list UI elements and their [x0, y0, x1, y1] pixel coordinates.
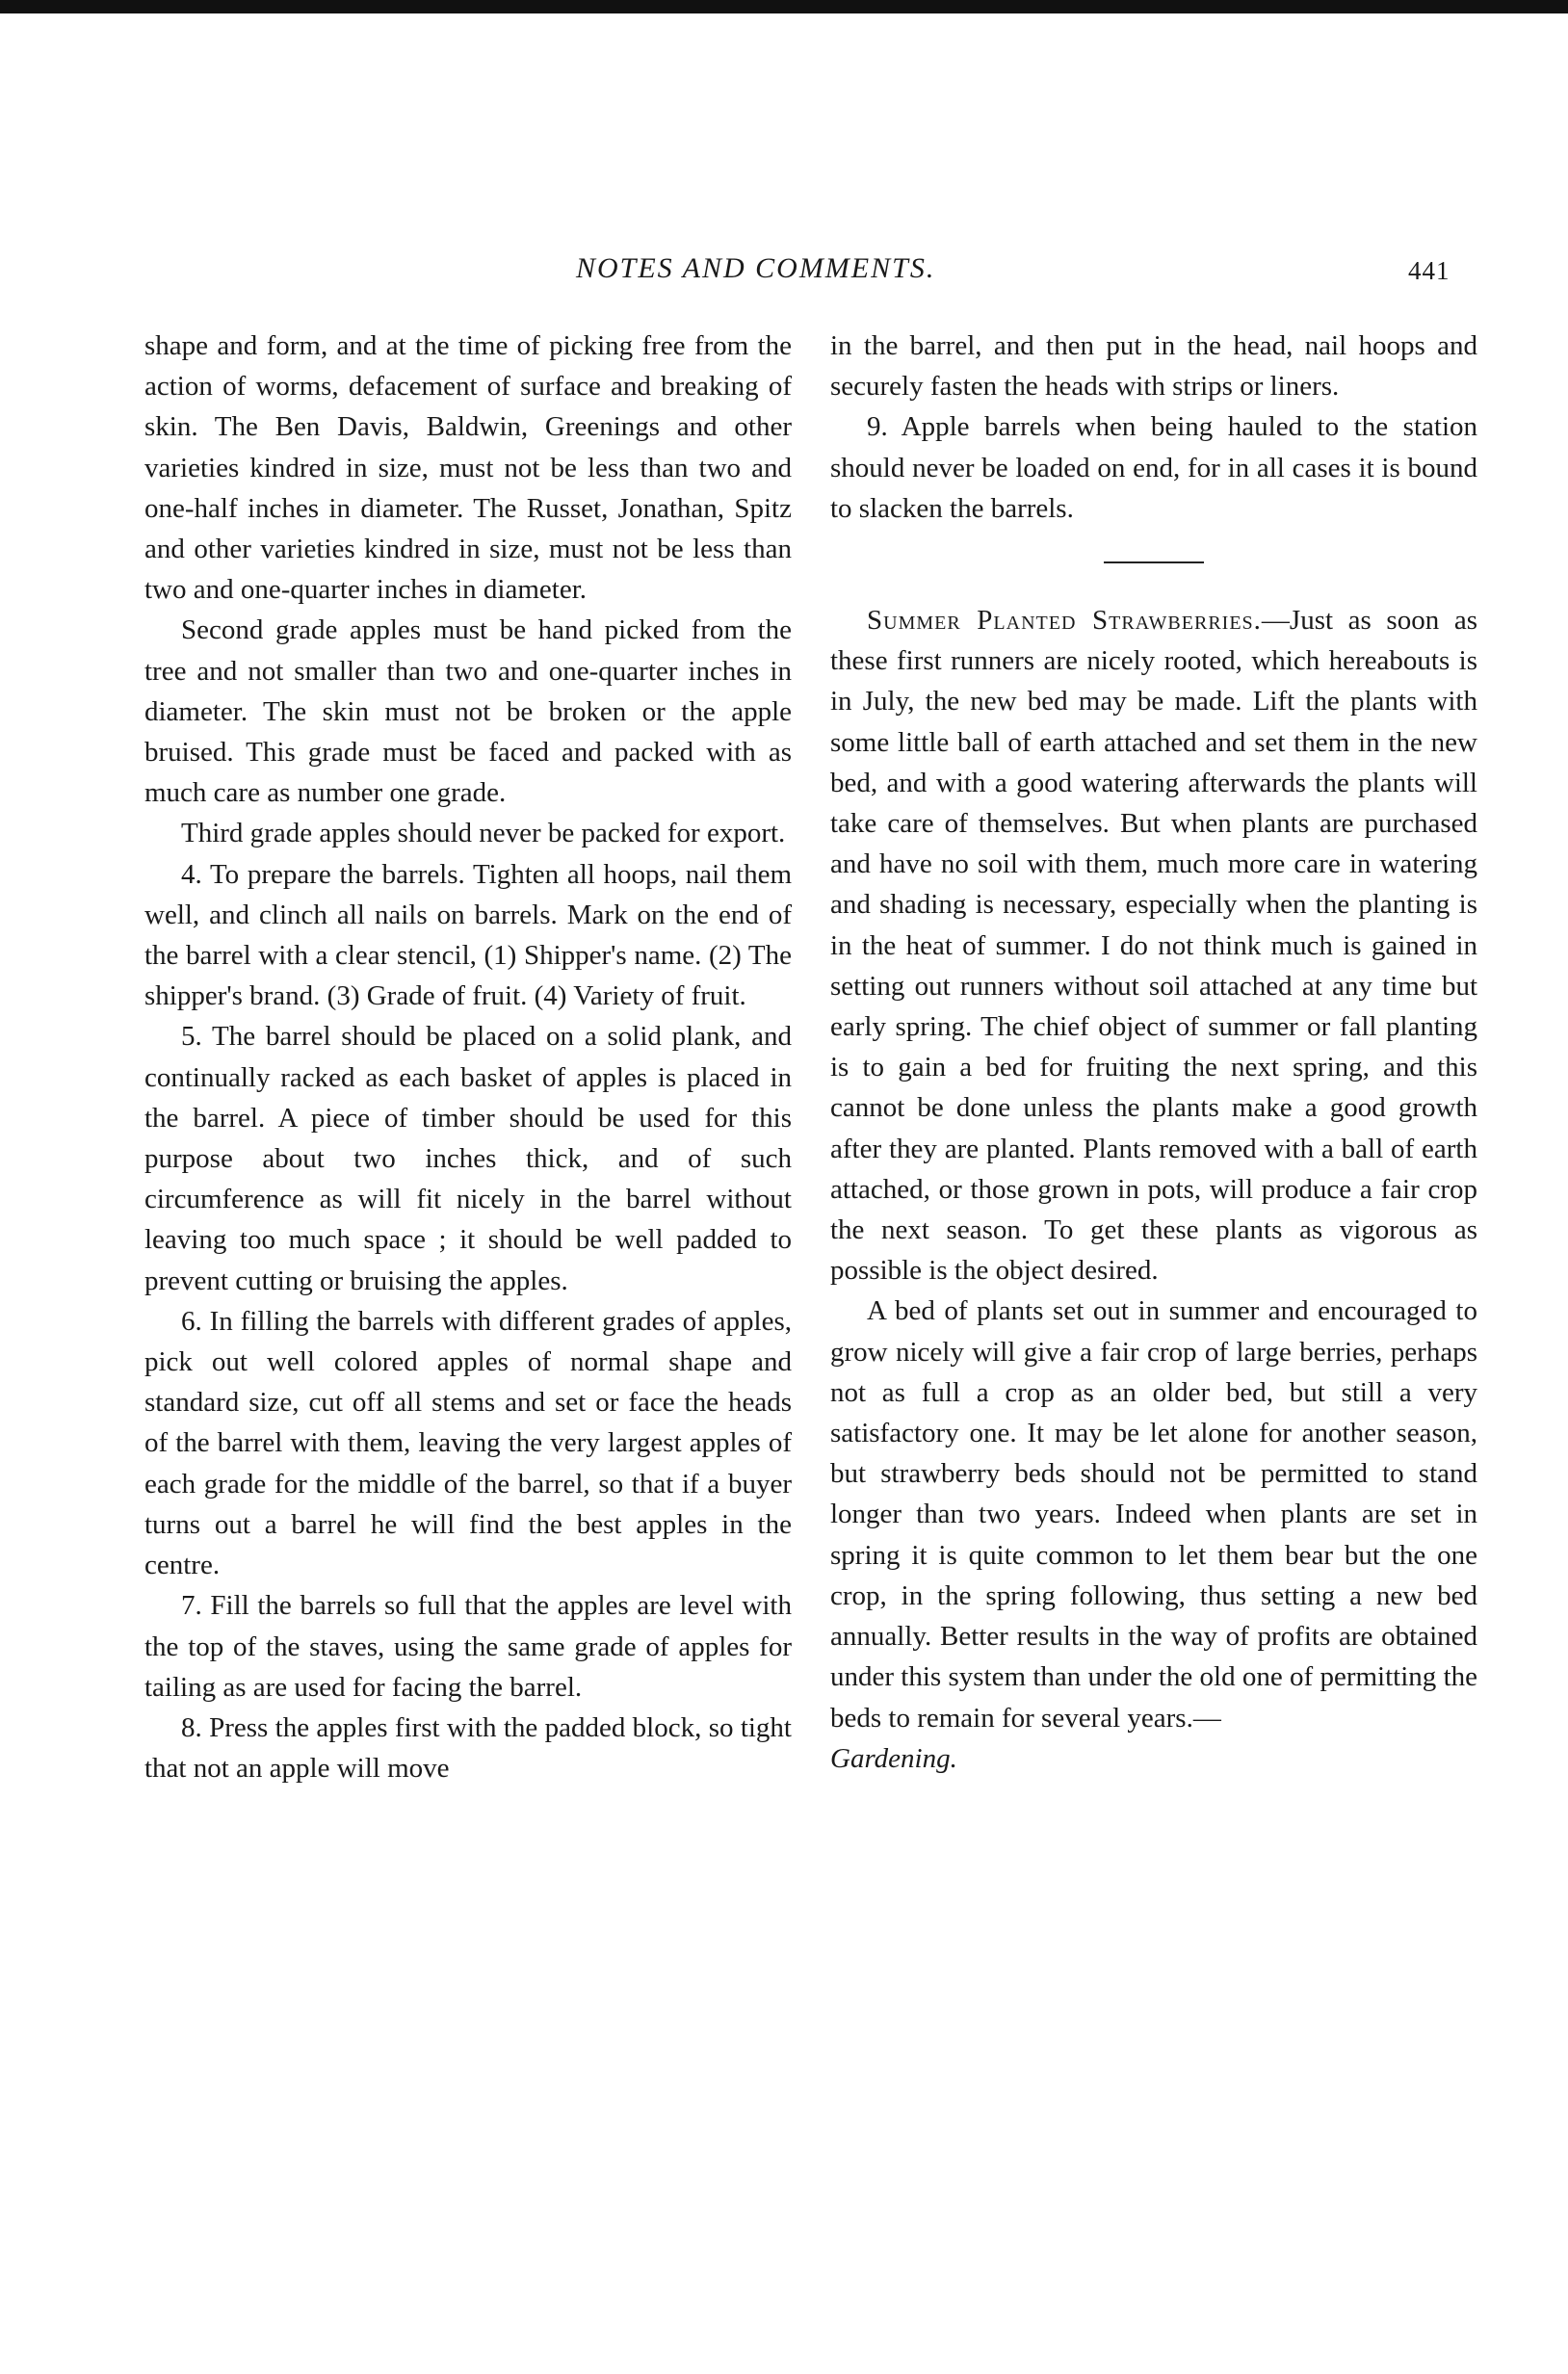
- paragraph-text: A bed of plants set out in summer and encouraged to grow nicely will give a fair crop of large berries, perhaps not as full a crop as an older bed, but still a very satisfactory one. It may be let alone for another season, but strawberry beds should not be permitted to stand longer than two years. Indeed when plants are set in spring it is quite common to let them bear but the one crop, in the spring following, thus setting a new bed annually. Better results in the way of profits are obtained under this system than under the old one of permitting the beds to remain for several years.—: [830, 1295, 1477, 1734]
- section-divider: [1104, 561, 1204, 563]
- article-paragraph: [830, 600, 1477, 1291]
- running-title: NOTES AND COMMENTS.: [576, 252, 936, 284]
- paragraph: Third grade apples should never be packed for export.: [181, 818, 786, 849]
- running-head: [0, 252, 1568, 291]
- top-border-bar: [0, 0, 1568, 13]
- paragraph: 4. To prepare the barrels. Tighten all hoops, nail them well, and clinch all nails on barrels. Mark on the end of the barrel with a clear stencil, (1) Shipper's name. (2) The shipper's brand. (3) Grade of fruit. (4) Variety of fruit.: [144, 858, 792, 1012]
- paragraph: Second grade apples must be hand picked from the tree and not smaller than two and one-quarter inches in diameter. The skin must not be broken or the apple bruised. This grade must be faced and packed with as much care as number one grade.: [144, 614, 792, 809]
- paragraph-text: —Just as soon as these first runners are nicely rooted, which hereabouts is in July, the new bed may be made. Lift the plants with some little ball of earth attached and set them in the new bed, and with a good watering afterwards the plants will take care of themselves. But when plants are purchased and have no soil with them, much more care in watering and shading is necessary, especially when the planting is in the heat of summer. I do not think much is gained in setting out runners without soil attached at any time but early spring. The chief object of summer or fall planting is to gain a bed for fruiting the next spring, and this cannot be done unless the plants make a good growth after they are planted. Plants removed with a ball of earth attached, or those grown in pots, will produce a fair crop the next season. To get these plants as vigorous as possible is the object desired.: [830, 605, 1477, 1287]
- paragraph: shape and form, and at the time of picking free from the action of worms, defacement of surface and breaking of skin. The Ben Davis, Baldwin, Greenings and other varieties kindred in size, must not be less than two and one-half inches in diameter. The Russet, Jonathan, Spitz and other varieties kindred in size, must not be less than two and one-quarter inches in diameter.: [144, 330, 792, 606]
- paragraph: 8. Press the apples first with the padded block, so tight that not an apple will move: [144, 1711, 792, 1785]
- page-number: 441: [1408, 256, 1450, 285]
- paragraph: 6. In filling the barrels with different grades of apples, pick out well colored apples of normal shape and standard size, cut off all stems and set or face the heads of the barrel with them, leaving the very largest apples of each grade for the middle of the barrel, so that if a buyer turns out a barrel he will find the best apples in the centre.: [144, 1305, 792, 1581]
- left-column: [144, 326, 792, 1788]
- paragraph: 7. Fill the barrels so full that the apples are level with the top of the staves, using the same grade of apples for tailing as are used for facing the barrel.: [144, 1590, 792, 1703]
- paragraph: 9. Apple barrels when being hauled to the station should never be loaded on end, for in all cases it is bound to slacken the barrels.: [830, 411, 1477, 524]
- paragraph: 5. The barrel should be placed on a solid plank, and continually racked as each basket of apples is placed in the barrel. A piece of timber should be used for this purpose about two inches thick, and of such circumference as will fit nicely in the barrel without leaving too much space ; it should be well padded to prevent cutting or bruising the apples.: [144, 1021, 792, 1296]
- paragraph: [830, 1291, 1477, 1778]
- section-title: Summer Planted Strawberries.: [867, 605, 1262, 637]
- source-attribution: Gardening.: [830, 1742, 957, 1774]
- right-column: [830, 326, 1477, 1779]
- paragraph: in the barrel, and then put in the head, nail hoops and securely fasten the heads with strips or liners.: [830, 330, 1477, 403]
